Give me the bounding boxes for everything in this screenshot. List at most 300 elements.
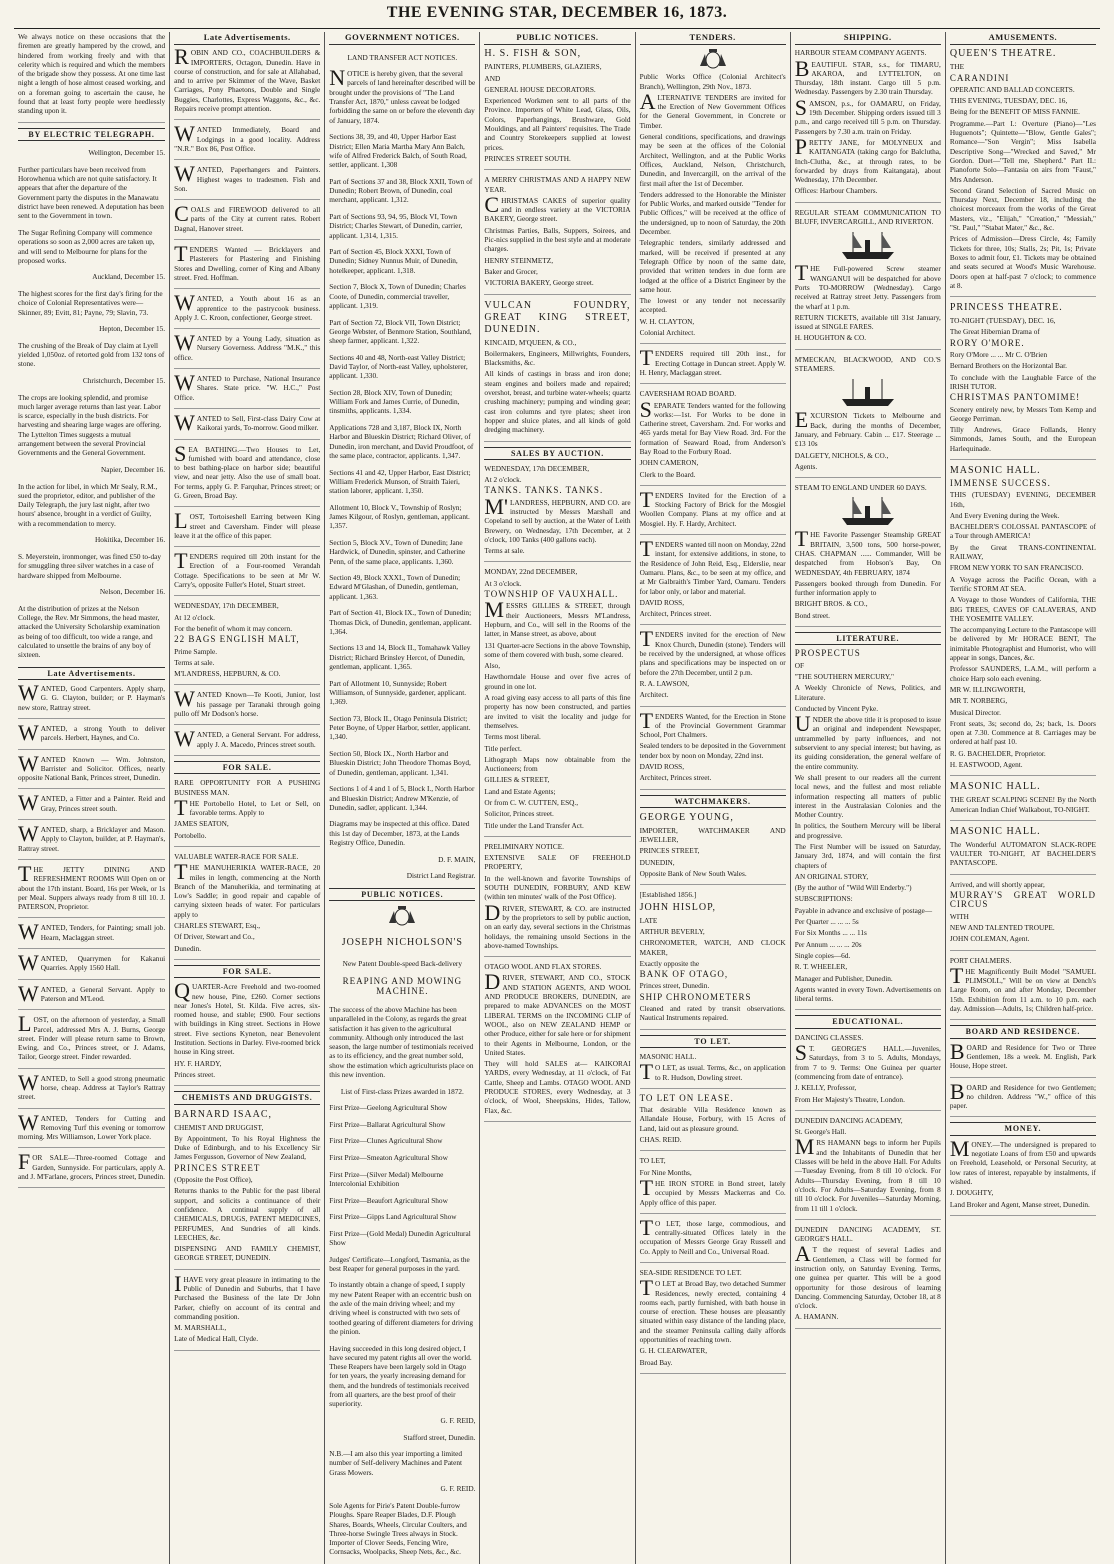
ad-grammar [639, 707, 786, 790]
ad-caversham [640, 389, 786, 486]
ad-scalping [950, 781, 1096, 821]
ad-text: WANTED, Tenders, for Painting; small job. Hearn, Maclaggan street. [18, 919, 166, 945]
classified-ad [174, 241, 321, 289]
for-sale-heading: FOR SALE. [174, 761, 320, 774]
ad-place: Portobello. [174, 830, 207, 840]
classified-ad [639, 1214, 786, 1263]
column-1 [14, 32, 169, 1564]
ad-signature: H. EASTWOOD, Agent. [949, 760, 1023, 769]
auction-vauxhall [484, 567, 630, 836]
ad-subhead: "THE SOUTHERN MERCURY," [794, 671, 894, 681]
chemists-heading: CHEMISTS AND DRUGGISTS. [174, 1091, 320, 1104]
ad-wanganui [795, 208, 941, 350]
land-section: Section 5, Block XV., Town of Dunedin; Jane Hardwick, of Dunedin, spinster, and Catherine Penn, of the same place, applicants. 1,360. [329, 537, 466, 566]
classified-ad [18, 1069, 166, 1109]
ad-text: WANTED, Quarrymen for Kakanui Quarries. Apply 1560 Hall. [18, 950, 166, 976]
ad-text: ROBIN AND CO., COACHBUILDERS & IMPORTERS, Octagon, Dunedin. Have in course of construction, and for sale at Allahabad, and to arrive per Skimmer of the Wave, Basket Carriages, Pony Phaetons, Double and Single Buggies, Charlottes, Express Waggons, &c., &c. Repairs receive prompt attention. [174, 44, 321, 114]
auction-tanks [484, 464, 630, 563]
ad-signature: H. HOUGHTON & CO. [794, 333, 867, 343]
ad-text: Returns thanks to the Public for the past liberal support, and solicits a continuance of their confidence. A continual supply of all CHEMICALS, DRUGS, PATENT MEDICINES, PERFUMES, And Sundries of all kinds. LEECHES, &c. [174, 1186, 321, 1242]
telegram-body: At the distribution of prizes at the Nelson College, the Rev. Mr Simmons, the head master, attacked the University Scholarship examination as being of too difficult, too wide a range, and calculated to unsettle the brains of any boy of sixteen. [18, 603, 160, 660]
classified-ad [174, 121, 321, 160]
ad-text: Arrived, and will shortly appear, [949, 879, 1045, 889]
educational-heading: EDUCATIONAL. [795, 1015, 941, 1028]
ad-signature: G. H. CLEARWATER, [639, 1346, 708, 1356]
ad-text: TENDERS required till 20th instant for the Erection of a Four-roomed Verandah Cottage. Specifications to be seen at Mr W. Carry's, opposite Fuller's Hotel, Stuart street. [174, 548, 321, 590]
ad-text: MESSRS GILLIES & STREET, through their Auctioneers, Messrs M'Landress, Hepburn, and Co., will sell in the Rooms of the latter, in Manse street, as above, about [484, 597, 631, 639]
classified-ad [174, 201, 321, 240]
ad-marshall [174, 1270, 321, 1351]
prizes-heading: List of First-class Prizes awarded in 1872. [340, 1086, 464, 1096]
ad-header: Public Works Office (Colonial Architect's Branch), Wellington, 29th Nov., 1873. [639, 72, 786, 91]
ad-text: WANTED, Good Carpenters. Apply sharp, G. G. Clayton, builder; or P. Hayman's new store, Rattray street. [18, 680, 166, 712]
ad-performer: MR T. NORBERG, [949, 696, 1008, 706]
ad-text: BOARD and Residence for two Gentlemen; no children. Address "W.," office of this paper. [949, 1078, 1096, 1111]
land-section: Section 28, Block XIV, Town of Dunedin; William Fork and James Currie, of Dunedin, tinsmiths, applicants. 1,334. [329, 387, 460, 416]
subscription-line: Single copies—6d. [794, 950, 851, 960]
ad-role: Land Broker and Agent, Manse street, Dunedin. [949, 1199, 1090, 1209]
ad-subhead: IMMENSE SUCCESS. [949, 477, 1051, 488]
land-section: Section 7, Block X, Town of Dunedin; Charles Coote, of Dunedin, commercial traveller, applicant. 1,319. [329, 282, 466, 310]
ad-also: Also, [484, 661, 501, 671]
ad-text: Hawthorndale House and over five acres of ground in one lot. [484, 672, 631, 691]
ad-firm: Of Driver, Stewart and Co., [174, 932, 255, 942]
ad-location: Exactly opposite the [639, 958, 700, 968]
classified-ad [949, 1078, 1096, 1118]
telegram-body: Further particulars have been received from Horowhenua which are not quite satisfactory. It appears that after the departure of the Government party the disputes in the Manawatu district have been renewed. A deputation has been sent to the Government in town. [18, 164, 164, 221]
ad-text: By the Great TRANS-CONTINENTAL RAILWAY, [949, 542, 1096, 562]
auction-date: WEDNESDAY, 17th DECEMBER, [174, 601, 279, 611]
dateline: Christchurch, December 15. [82, 375, 166, 385]
ad-headline: JOHN HISLOP, [639, 901, 717, 913]
ad-role: Clerk to the Board. [639, 469, 696, 479]
ad-headline: VULCAN FOUNDRY, GREAT KING STREET, DUNEDIN. [484, 299, 631, 335]
land-section: Part of Allotment 10, Sunnyside; Robert Williamson, of Sunnyside, gardener, applicant. 1,369. [329, 678, 467, 707]
dateline: Hepton, December 15. [99, 324, 166, 334]
classified-ad [174, 548, 321, 596]
ad-text: COALS and FIREWOOD delivered to all parts of the City at current rates. Robert Dagnal, Hanover street. [174, 201, 321, 233]
ad-subhead: CHRISTMAS PANTOMIME! [949, 392, 1081, 403]
dateline: Wellington, December 15. [88, 148, 166, 158]
prize-item: First Prize—Smeaton Agricultural Show [329, 1153, 448, 1163]
ad-role: From Her Majesty's Theatre, London. [794, 1094, 905, 1104]
ad-headline: DANCING CLASSES. [794, 1032, 864, 1042]
ad-vulcan [484, 300, 630, 442]
ad-headline: TO LET, [639, 1156, 666, 1166]
ad-quarter-acre [174, 978, 321, 1086]
ad-excursion [795, 355, 941, 478]
auction-time: At 2 o'clock. [484, 475, 522, 485]
ad-text: The Wonderful AUTOMATON SLACK-ROPE VAULTER TO-NIGHT, AT BACHELDER'S PANTASCOPE. [949, 839, 1096, 868]
classified-ad [174, 409, 321, 440]
column-heading: GOVERNMENT NOTICES. [329, 32, 475, 45]
classified-ad [174, 686, 321, 725]
ad-subhead: AN ORIGINAL STORY, [794, 871, 869, 881]
ad-text: BEAUTIFUL STAR, s.s., for TIMARU, AKAROA, and LYTTELTON, on Thursday, 18th instant. Cargo till 5 p.m. Wednesday. Passengers by 2.30 train Thursday. [794, 55, 941, 97]
classified-ad [18, 719, 166, 750]
ad-headline: MURRAY'S GREAT WORLD CIRCUS [949, 890, 1096, 910]
classified-ad [174, 440, 321, 508]
classified-ad [174, 290, 321, 329]
ad-text: FOR SALE—Three-roomed Cottage and Garden, Sunnyside. For particulars, apply A. and J. M'Farlane, grocers, Princes street, Dunedin. [18, 1149, 166, 1182]
steamship-icon [838, 228, 898, 262]
ad-text: TO LET, those large, commodious, and centrally-situated Offices lately in the occupation of Messrs George Gray Russell and Co. Apply to Neill and Co., Universal Road. [639, 1214, 786, 1256]
subscription-line: For Six Months ... ... 11s [794, 928, 867, 938]
ad-text: The First Number will be issued on Saturday, January 3rd, 1874, and will contain the first chapters of [794, 842, 941, 870]
ad-street: PRINCES STREET, [639, 846, 700, 856]
ad-text: General conditions, specifications, and drawings may be seen at the offices of the Colonial Architect, Wellington, and at the Public Works Offices, Auckland, Nelson, Christchurch, Dunedin, and Invercargill, on the arrival of the first mail after the 1st of December. [639, 132, 786, 188]
ad-date: TO-NIGHT (TUESDAY), DEC. 16, [949, 316, 1056, 326]
literature-heading: LITERATURE. [795, 632, 941, 645]
ad-performer: MR W. ILLINGWORTH, [949, 684, 1026, 694]
ad-text: Tenders addressed to the Honorable the Minister for Public Works, and marked outside "Tender for Public Offices," will be received at the office of the undersigned, up to noon of Saturday, the 20th December. [639, 189, 786, 237]
ad-role: Architect, Princes street. [639, 609, 712, 619]
column-heading: TENDERS. [640, 32, 786, 45]
ad-title: Title perfect. [484, 743, 522, 753]
ad-fish [484, 48, 630, 170]
land-section: Part of Section 45, Block XXXI, Town of Dunedin; Sidney Nunnus Muir, of Dunedin, hotelkeeper, applicant. 1,318. [329, 247, 458, 275]
ad-headline: MASONIC HALL. [949, 781, 1041, 793]
ad-text: PRETTY JANE, for MOLYNEUX and KAITANGATA (taking cargo for Balclutha, Inch-Clutha, &c., at through rates, to be forwarded by drays from Kaitangata), about Wednesday, 17th December. [794, 133, 941, 185]
ad-text: Christmas Parties, Balls, Suppers, Soirees, and Pic-nics supplied in the best style and at moderate charges. [484, 225, 631, 254]
sales-heading: SALES BY AUCTION. [484, 447, 630, 460]
ad-text: Experienced Workmen sent to all parts of the Province. Importers of White Lead, Glass, Oils, Colors, Paperhangings, Brushware, Gold Mouldings, and all Painters' requisites. The Trade and Country Storekeepers supplied at lowest prices. [484, 96, 631, 152]
ad-subhead: SHIP CHRONOMETERS [639, 991, 752, 1002]
auction-lot-sub: Prime Sample. [174, 646, 218, 656]
ad-place: Late of Medical Hall, Clyde. [174, 1334, 259, 1344]
ad-signature: GILLIES & STREET, [484, 775, 550, 785]
ad-dancing-academy-2 [795, 1225, 941, 1329]
columns [14, 32, 1100, 1557]
ad-text: THE IRON STORE in Bond street, lately occupied by Messrs Mackerras and Co. Apply office of this paper. [639, 1174, 786, 1207]
ad-great-britain [795, 483, 941, 627]
ad-signature: R. T. WHEELER, [794, 962, 848, 972]
ad-signature: M. MARSHALL, [174, 1323, 227, 1333]
notice-body: NOTICE is hereby given, that the several parcels of land hereinafter described will be brought under the provisions of "The Land Transfer Act, 1870," unless caveat be lodged forbidding the same on or before the eleventh day of January, 1874. [329, 65, 476, 125]
ad-text: TENDERS Wanted — Bricklayers and Plasterers for Plastering and Finishing Stores and Dwelling, corner of King and Albany street. Fred. Hoffman. [174, 241, 321, 282]
ad-text: Prices of Admission—Dress Circle, 4s; Family Tickets for three, 10s; Stalls, 2s; Pit, 1s; Private Boxes to admit four, £1. Tickets may be obtained and seats secured at Wood's Music Warehouse. Doors open at half-past 7 o'clock; to commence at 8. [949, 234, 1096, 290]
ad-text: To instantly obtain a change of speed, I supply my new Patent Reaper with an eccentric bush on the axle of the main driving wheel; and my driving wheel is constructed with two sets of toothed gearing of different diameters for driving the pinion. [329, 1280, 474, 1336]
telegram-body: The crops are looking splendid, and promise much larger average returns than last year. Labor is scarce, especially in the bush districts. For harvesting and shearing large wages are offering. The Lyttelton Times suggests a mutual arrangement between the several Provincial Governments and the General Government. [18, 392, 162, 458]
ad-signature: Or from C. W. CUTTEN, ESQ., [484, 798, 579, 807]
classified-ad [18, 919, 166, 949]
ad-subhead: New Patent Double-speed Back-delivery [342, 959, 463, 969]
ad-headline: PROSPECTUS [794, 648, 861, 659]
classified-ad [18, 950, 166, 980]
auctioneers: M'LANDRESS, HEPBURN, & CO. [174, 669, 281, 679]
ad-subhead: SUBSCRIPTIONS: [794, 894, 853, 904]
ad-place: VICTORIA BAKERY, George street. [484, 278, 594, 288]
ad-headline: DUNEDIN DANCING ACADEMY, ST. GEORGE'S HALL. [794, 1224, 941, 1244]
telegram-body: The crushing of the Break of Day claim at Lyell yielded 1,050oz. of retorted gold from 132 tons of stone. [18, 340, 165, 369]
ad-southern-mercury [795, 649, 941, 1010]
land-section: Sections 38, 39, and 40, Upper Harbor East District; Ellen Maria Martha Mary Ann Balch, wife of Alfred Frederick Balch, of South Road, settler, applicant. 1,308 [329, 132, 467, 170]
ad-role: Agents. [794, 461, 818, 471]
ad-place: Princes street. [174, 1069, 216, 1079]
ad-headline: A MERRY CHRISTMAS AND A HAPPY NEW YEAR. [484, 175, 631, 194]
ad-role: Architect. [639, 690, 669, 700]
notice-title: LAND TRANSFER ACT NOTICES. [347, 52, 458, 62]
ad-text: The success of the above Machine has been unparalleled in the Colony, as regards the great satisfaction it has given to the agricultural community. Although only introduced the last season, the large number of testimonials received as to its efficiency, and the great number sold, show the estimation which agriculturists place on this new invention. [329, 1004, 474, 1080]
ad-text: THE Favorite Passenger Steamship GREAT BRITAIN, 3,500 tons, 500 horse-power, CHAS. CHAPMAN ...... Commander, Will be despatched from Hobson's Bay, On WEDNESDAY, 4th FEBRUARY, 1874 [794, 526, 941, 577]
ad-headline: RARE OPPORTUNITY FOR A PUSHING BUSINESS MAN. [174, 778, 321, 797]
subscription-line: Per Quarter ... ... ... 5s [794, 917, 859, 927]
ad-text: THE JETTY DINING AND REFRESHMENT ROOMS Will Open on or about the 17th instant. Board, 16s per Week, or 1s per Meal. Suppers always ready from 8 till 10. J. PATERSON, Proprietor. [18, 860, 166, 912]
ad-of: OF [794, 660, 805, 670]
ad-subhead: EXTENSIVE SALE OF FREEHOLD PROPERTY, [484, 853, 631, 872]
ad-headline: DUNEDIN DANCING ACADEMY, [794, 1115, 903, 1125]
prize-item: First Prize—Ballarat Agricultural Show [329, 1119, 446, 1129]
ad-text: WANTED, Paperhangers and Painters. Highest wages to tradesmen. Fish and Son. [174, 161, 321, 193]
notice-body: Diagrams may be inspected at this office. Dated this 1st day of December, 1873, at the Lands Registry Office, Dunedin. [329, 819, 470, 848]
ad-hislop [640, 890, 786, 1029]
ad-text: WANTED, a General Servant. Apply to Paterson and M'Leod. [18, 980, 166, 1006]
ad-text: And Every Evening during the Week. [949, 510, 1060, 520]
subscription-line: Per Annum ... ... ... 20s [794, 939, 862, 949]
ad-text: WANTED, a Fitter and a Painter. Reid and Gray, Princes street south. [18, 790, 166, 816]
ad-headline: JOSEPH NICHOLSON'S [341, 937, 463, 949]
auction-malt [174, 601, 320, 685]
ad-wool-stores [484, 962, 630, 1122]
ad-signature: R. G. BACHELDER, Proprietor. [949, 748, 1046, 758]
ad-text: SAMSON, p.s., for OAMARU, on Friday, 19th December. Shipping orders issued till 3 p.m., and cargo received till 5 p.m. on Thursday. Passengers by 7.30 a.m. train on Friday. [794, 94, 941, 136]
ad-masonic-hall [950, 465, 1096, 776]
ad-headline: REAPING AND MOWING MACHINE. [342, 976, 463, 996]
ad-text: WANTED, sharp, a Bricklayer and Mason. Apply to Clayton, builder, at P. Hayman's, Rattray street. [18, 821, 166, 853]
ad-dancing [795, 1033, 941, 1111]
ad-street: PRINCES STREET SOUTH. [484, 153, 571, 163]
money-heading: MONEY. [950, 1122, 1096, 1135]
ad-text: DRIVER, STEWART, & CO. are instructed by the proprietors to sell by public auction, on an early day, several sections in the Christmas holidays, the remaining unsold Sections in the above-named Townships. [484, 899, 631, 950]
ad-text: ALTERNATIVE TENDERS are invited for the Erection of New Government Offices for the General Government, in Concrete or Timber. [639, 88, 786, 130]
land-section: Allotment 10, Block V., Township of Roslyn; James Kilgour, of Roslyn, gentleman, applicant. 1,357. [329, 502, 470, 531]
telegram-body: S. Meyerstein, ironmonger, was fined £50 to-day for smuggling three silver watches in a case of hardware shipped from Melbourne. [18, 551, 161, 580]
article-fire [18, 32, 165, 123]
ad-isaac [174, 1109, 320, 1270]
classified-ad [174, 508, 321, 547]
ad-text: M'LANDRESS, HEPBURN, AND CO. are instructed by Messrs Marshall and Copeland to sell by auction, at the Water of Leith Brewery, on Wednesday, 17th December, at 2 o'clock, 100 Tanks (400 gallons each). [484, 493, 631, 544]
ad-text: TO LET at Broad Bay, two detached Summer Residences, newly erected, containing 4 rooms each, partly furnished, with bath house in course of erection. These houses are pleasantly situated within easy distance of the landing place, and the steamer Peninsula calling daily affords opportunities of reaching town. [639, 1275, 786, 1345]
ad-subhead: RORY O'MORE. [949, 337, 1025, 348]
ad-role: PAINTERS, PLUMBERS, GLAZIERS, [484, 62, 602, 72]
ad-text: To conclude with the Laughable Farce of the IRISH TUTOR. [949, 372, 1096, 391]
ad-automaton [950, 826, 1096, 875]
ad-text: Sole Agents for Pirie's Patent Double-furrow Ploughs. Spare Reaper Blades, D.F. Plough Shares, Boards, Wheels, Circular Coulters, and Three-horse Swingle Trees always in Stock. Importer of Clover Seeds, Fencing Wire, Cornsacks, Woolpacks, Sheep Nets, &c., &c. [329, 1500, 467, 1557]
late-ads-heading: Late Advertisements. [18, 667, 165, 680]
ad-headline: PORT CHALMERS. [949, 955, 1012, 965]
telegraph-heading: BY ELECTRIC TELEGRAPH. [18, 128, 165, 141]
prize-item: First Prize—Beaufort Agricultural Show [329, 1195, 448, 1205]
ad-role: Musical Director. [949, 707, 1001, 717]
ad-text: 131 Quarter-acre Sections in the above Township, some of them covered with bush, some cleared. [484, 640, 631, 659]
ad-text: TENDERS wanted till noon on Monday, 22nd instant, for extensive additions, in stone, to the Residence of John Reid, Esq., Elderslie, near Oamaru. Plans, &c., to be seen at my office, and at Mr Galbraith's Timber Yard, Oamaru. Tenders for labor only, or labor and material. [639, 536, 786, 596]
ad-villa [640, 1094, 786, 1151]
ad-signature: CHAS. REID. [639, 1135, 682, 1145]
ad-landmark: BANK OF OTAGO, [639, 969, 729, 980]
ad-text: SEPARATE Tenders wanted for the following works:—1st. For Works to be done in Catherine street, Caversham. 2nd. For works and 465 yards metal for Bay View Road. 3rd. For the formation of Seaward Road, from Anderson's Bay Road to the Forbury Road. [639, 396, 786, 456]
ad-text: Title under the Land Transfer Act. [484, 820, 584, 830]
ad-text: TENDERS required till 20th inst., for Erecting Cottage in Duncan street. Apply W. H. Henry, Maclaggan street. [639, 345, 786, 377]
ad-text: ST. GEORGE'S HALL.—Juveniles, Saturdays, from 3 to 5. Adults, Mondays, from 7 to 9. Terms: One Guinea per quarter (commencing from date of entrance). [794, 1040, 941, 1081]
ad-text: WANTED by a Young Lady, situation as Nursery Governess. Address "M.K.," this office. [174, 330, 321, 362]
auction-terms: Terms at sale. [174, 657, 215, 667]
ad-text: LOST, on the afternoon of yesterday, a Small Parcel, addressed Mrs A. J. Burns, George street. Finder will please return same to Brown, Ewing, and Co., Princes street, or J. Adams, Tailor, George street. Finder rewarded. [18, 1011, 166, 1062]
ad-established: [Established 1856.] [639, 890, 697, 900]
ad-place: Bond street. [794, 610, 830, 620]
classified-ad [174, 330, 321, 369]
ad-text: THE Full-powered Screw steamer WANGANUI will be despatched for above Ports TO-MORROW (Wednesday). Cargo received at Rattray street Jetty. Passengers from the wharf at 1 p.m. [794, 260, 941, 311]
classified-ad [18, 680, 166, 719]
ad-text: Programme.—Part I.: Overture (Piano)—"Les Huguenots"; Quintette—"Blow, Gentle Gales"; Romance—"Son Vergin"; Miss Isabella Descriptive Song—"Wrecked and Saved," Mr Gordon. Duet—"Tell me, Shepherd." Part II.: Pianoforte Solo—Fantasia on airs from "Faust," Mrs Anderson. [949, 118, 1096, 184]
ad-signature: JOHN CAMERON, [639, 458, 699, 468]
classified-ad [639, 345, 786, 384]
classified-ad [18, 821, 166, 860]
ad-text: WANTED to Sell, First-class Dairy Cow at Kaikorai yards, To-morrow. Good milker. [174, 409, 321, 435]
ad-role: Baker and Grocer, [484, 266, 538, 276]
notice-signature: D. F. MAIN, [438, 854, 476, 864]
ad-text: TENDERS invited for the erection of New Knox Church, Dunedin (stone). Tenders will be received by the undersigned, at whose offices plans and specifications may be inspected on or before the 27th December, until 2 p.m. [639, 626, 786, 677]
ad-text: THE MANUHERIKIA WATER-RACE, 20 miles in length, commencing at the North Branch of the Manuherikia, and terminating at Low's Saddle; in good repair and capable of carrying sixteen heads of water. For particulars apply to [174, 859, 321, 919]
ad-place: St. George's Hall. [794, 1127, 847, 1137]
ad-text: A Voyage to those Wonders of California, THE BIG TREES, CAVES OF CALAVERAS, AND THE YOSEMITE VALLEY. [949, 595, 1096, 623]
ad-text: WANTED, a Youth about 16 as an apprentice to the pastrycook business. Apply J. C. Kroon, confectioner, George street. [174, 290, 321, 322]
classified-ad [174, 44, 321, 120]
ad-role: CHEMIST AND DRUGGIST, [174, 1122, 264, 1132]
ad-text: AT the request of several Ladies and Gentlemen, a Class will be formed for instruction only, on Saturday Evening. Terms, one guinea per quarter. This will be a good opportunity for those desirous of learning Dancing. Commencing Saturday, October 18, at 8 o'clock. [794, 1241, 941, 1311]
column-heading: Late Advertisements. [174, 32, 320, 45]
ad-signature: HENRY STEINMETZ, [484, 255, 554, 265]
ad-headline: M'MECKAN, BLACKWOOD, AND CO.'S STEAMERS. [794, 354, 941, 374]
classified-ad [949, 1038, 1096, 1078]
to-let-heading: TO LET. [640, 1035, 786, 1048]
ad-headline: PRELIMINARY NOTICE. [484, 841, 565, 851]
ad-text: WANTED Known—Te Kooti, Junior, lost his passage per Taranaki through going pullo off Mr Dodson's horse. [174, 686, 321, 719]
ad-text: A road giving easy access to all parts of this fine property has now been constructed, and parties are invited to visit the locality and judge for themselves. [484, 693, 631, 730]
ad-headline: TO LET ON LEASE. [639, 1092, 734, 1103]
ad-text: We shall present to our readers all the current local news, and the fullest and most reliable information respecting all matters of public interest in the Australasian Colonies and the Mother Country. [794, 772, 941, 820]
ad-text: By Appointment, To his Royal Highness the Duke of Edinburgh, and to his Excellency Sir James Fergusson, Governor of New Zealand, [174, 1133, 321, 1162]
ad-public-offices [640, 72, 786, 344]
ad-signature: W. H. CLAYTON, [639, 316, 695, 326]
ad-text: Front seats, 3s; second do, 2s; back, 1s. Doors open at 7.30. Commence at 8. Carriages may be ordered at half past 10. [949, 718, 1096, 747]
ad-the: THE [949, 62, 965, 72]
ad-text: Bernard Brothers on the Horizontal Bar. [949, 361, 1067, 371]
ad-text: In the well-known and favorite Townships of SOUTH DUNEDIN, FORBURY, AND KEW (within ten minutes' walk of the Post Office). [484, 873, 631, 902]
ad-text: WANTED, a strong Youth to deliver parcels. Herbert, Haynes, and Co. [18, 719, 166, 745]
auction-terms: Terms at sale. [484, 546, 525, 556]
ad-location: (Opposite the Post Office), [174, 1175, 253, 1185]
land-section: Part of Section 41, Block IX., Town of Dunedin; Thomas Dick, of Dunedin, gentleman, applicant. 1,364. [329, 608, 472, 636]
ad-text: SEA BATHING.—Two Houses to Let, furnished with board and attendance, close to best bathing-place on harbor side; beautiful view, and near jetty. Also the use of small boat. For terms, apply G. P. Farquhar, Princes street; or G. Green, Broad Bay. [174, 440, 321, 500]
ad-text: LOST, Tortoiseshell Earring between King street and Caversham. Finder will please leave it at the office of this paper. [174, 508, 321, 540]
auction-lot: 22 BAGS ENGLISH MALT, [174, 634, 300, 645]
classified-ad [174, 161, 321, 200]
column-7 [945, 32, 1100, 1564]
ad-editor: Conducted by Vincent Pyke. [794, 703, 879, 713]
ad-text: The lowest or any tender not necessarily accepted. [639, 296, 786, 315]
ad-dancing-academy [795, 1116, 941, 1220]
ad-subhead: CARANDINI [949, 72, 1010, 83]
ad-office: Offices: Harbour Chambers. [794, 186, 878, 196]
prize-item: First Prize—Geelong Agricultural Show [329, 1103, 448, 1113]
ad-text: That desirable Villa Residence known as Allandale House, Forbury, with 15 Acres of Land, laid out as pleasure ground. [639, 1105, 786, 1133]
ad-signature: G. F. REID. [440, 1484, 476, 1494]
watchmakers-heading: WATCHMAKERS. [640, 795, 786, 808]
ad-text: Second Grand Selection of Sacred Music on Thursday Next, December 18, including the choicest morceaux from the works of the Great Masters, viz., "Elijah," "Creation," "Messiah," "St. Paul," "Stabat Mater," &c., &c. [949, 185, 1096, 233]
ad-signature: JAMES SEATON, [174, 819, 229, 829]
notice-role: District Land Registrar. [406, 871, 476, 881]
column-5 [635, 32, 790, 1564]
classified-ad [174, 370, 321, 409]
ad-text: Lithograph Maps now obtainable from the Auctioneers; from [484, 754, 631, 774]
auction-time: At 12 o'clock. [174, 612, 215, 622]
ad-subhead: For Nine Months, [639, 1167, 692, 1177]
ad-text: WANTED, a General Servant. For address, apply J. A. Macedo, Princes street south. [174, 726, 321, 752]
ad-signature: DAVID ROSS, [639, 597, 685, 607]
classified-ad [18, 1011, 166, 1068]
ad-text: MRS HAMANN begs to inform her Pupils and the Inhabitants of Dunedin that her Classes will be held in the above Hall. For Adults—Tuesday Evening, from 8 till 10 o'clock. For Adults—Thursday Evening, from 8 till 10 o'clock. For Adults—Saturday Evening, from 8 till 10 o'clock. For Juveniles—Saturday Morning, from 11 till 1 o'clock. [794, 1134, 941, 1213]
land-section: Applications 728 and 3,187, Block IX, North Harbor and Blueskin District; Richard Oliver, of Dunedin, iron merchant, and David Proudfoot, of the same place, contractor, applicants. 1,347. [329, 423, 474, 460]
ad-role: Land and Estate Agents; [484, 786, 556, 796]
ad-role: Boilermakers, Engineers, Millwrights, Founders, Blacksmiths, &c. [484, 348, 631, 368]
land-section: Sections 40 and 48, North-east Valley District; David Taylor, of North-east Valley, upholsterer, applicant. 1,330. [329, 352, 468, 381]
ad-place: Dunedin. [174, 943, 202, 953]
ad-text: Telegraphic tenders, similarly addressed and marked, will be received if presented at any Telegraph Office by noon of the same date, provided that written tenders in due form are lodged at the office of a District Engineer by the same hour. [639, 238, 786, 294]
auction-time: At 3 o'clock. [484, 578, 522, 588]
land-section: Sections 1 of 4 and 1 of 5, Block I., North Harbor and Blueskin District; Andrew M'Kenzie, of Dunedin, sadler, applicant. 1,344. [329, 784, 475, 812]
subscription-line: Payable in advance and exclusive of postage— [794, 905, 933, 915]
ad-role: IMPORTER, WATCHMAKER AND JEWELLER, [639, 825, 786, 845]
steamship-icon [838, 494, 898, 528]
for-sale-heading: FOR SALE. [174, 965, 320, 978]
ad-byline: (By the author of "Wild Will Enderby.") [794, 883, 912, 893]
classified-ad [18, 980, 166, 1011]
ad-role: GENERAL HOUSE DECORATORS. [484, 84, 596, 94]
ad-headline: PRINCESS THEATRE. [949, 302, 1063, 314]
ad-headline: QUEEN'S THEATRE. [949, 48, 1057, 60]
ad-subhead: OPERATIC AND BALLAD CONCERTS. [949, 84, 1075, 94]
ad-text: THE Magnificently Built Model "SAMUEL PLIMSOLL," Will be on view at Dench's Large Room, on and after Monday, December 15th. Exhibition from 11 a.m. to 10 p.m. each day. Admission—Adults, 1s; Children half-price. [949, 962, 1096, 1014]
ad-headline: OTAGO WOOL AND FLAX STORES. [484, 962, 602, 972]
ad-signature: J. KELLY, Professor, [794, 1083, 857, 1093]
ad-text: Having succeeded in this long desired object, I have secured my patent rights all over the world. These Reapers have been largely sold in Otago for ten years, the yearly increasing demand for them, and the hundreds of testimonials received from all quarters, are the best proof of their superiority. [329, 1343, 472, 1409]
ad-street: PRINCES STREET [174, 1162, 261, 1173]
ad-signature: DALGETY, NICHOLS, & CO., [794, 450, 889, 460]
ad-text: A Voyage across the Pacific Ocean, with a Terrific STORM AT SEA. [949, 574, 1096, 593]
ad-text: BOARD and Residence for Two or Three Gentlemen, 18s a week. M. English, Park House, Hope street. [949, 1038, 1096, 1071]
ad-subhead: ARTHUR BEVERLY, [639, 926, 705, 936]
ad-role: CHRONOMETER, WATCH, AND CLOCK MAKER, [639, 938, 786, 957]
ad-text: Passengers booked through from Dunedin. For further information apply to [794, 578, 941, 598]
ad-text: They will hold SALES at— KAIKORAI YARDS, every Wednesday, at 11 o'clock, of Fat Cattle, Sheep and Lambs. OTAGO WOOL AND PRODUCE STORES, every Wednesday, at 3 o'clock, of Wool, Sheepskins, Hides, Tallow, Flax, &c. [484, 1059, 631, 1115]
classified-ad [18, 750, 166, 790]
ad-cast: Rory O'More ... ... Mr C. O'Brien [949, 350, 1048, 360]
ad-place: Broad Bay. [639, 1357, 673, 1367]
ad-place: Stafford street, Dunedin. [403, 1432, 476, 1442]
ad-text: The Great Hibernian Drama of [949, 327, 1040, 337]
dateline: Nelson, December 16. [99, 587, 166, 597]
telegram-body: The Sugar Refining Company will commence operations so soon as 2,000 acres are taken up, and will send to Melbourne for plans for the proposed works. [18, 227, 155, 265]
ad-headline: REGULAR STEAM COMMUNICATION TO BLUFF, INVERCARGILL, AND RIVERTON. [794, 207, 941, 227]
ad-signature: BRIGHT BROS. & CO., [794, 599, 868, 609]
ad-text: Sealed tenders to be deposited in the Government tender box by noon on Monday, 22nd inst. [639, 741, 786, 760]
prize-item: First Prize—(Silver Medal) Melbourne Intercolonial Exhibition [329, 1169, 444, 1188]
ad-text: Scenery entirely new, by Messrs Tom Kemp and George Perriman. [949, 404, 1096, 423]
royal-arms-icon [385, 905, 419, 927]
ad-text: WANTED Known — Wm. Johnston, Barrister and Solicitor. Offices, nearly opposite National Bank, Princes street, Dunedin. [18, 750, 166, 783]
ad-signature: A. HAMANN. [794, 1312, 839, 1322]
land-section: Part of Sections 37 and 38, Block XXII, Town of Dunedin; Robert Brown, of Dunedin, coal merchant, applicant. 1,312. [329, 176, 473, 205]
